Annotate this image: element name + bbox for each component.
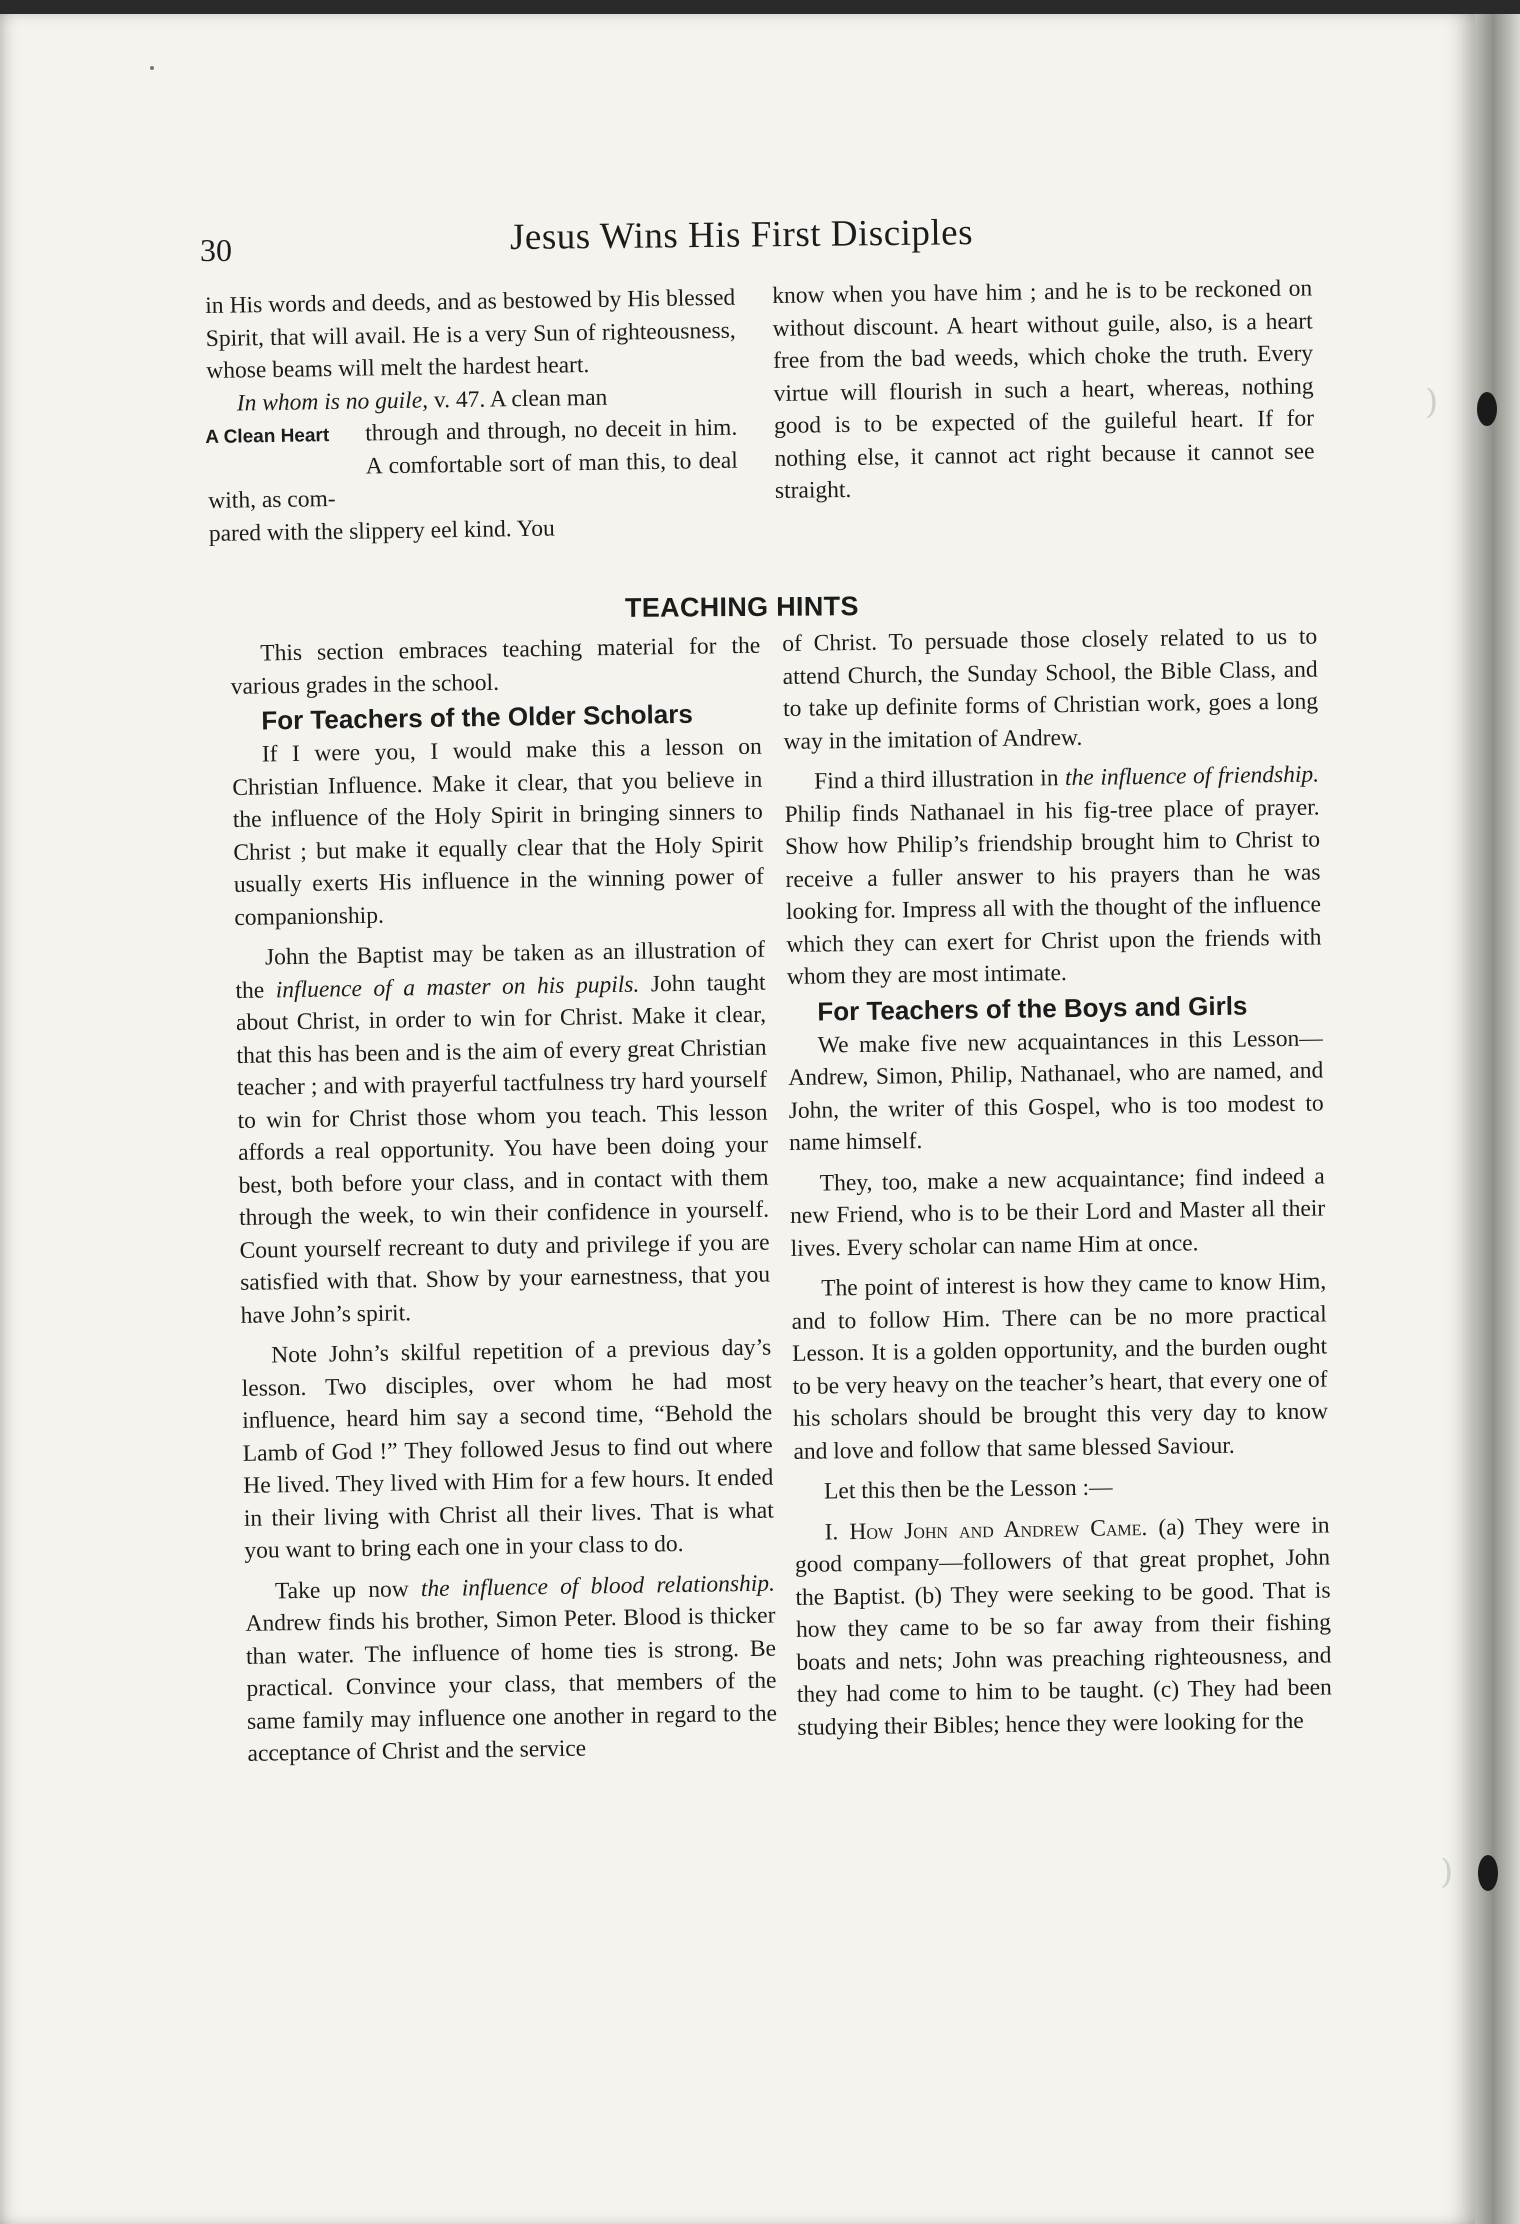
italic-phrase: the influence of blood relationship.	[420, 1570, 776, 1602]
paragraph	[245, 1567, 778, 1770]
text-run: Philip finds Nathanael in his fig-tree place of prayer. Show how Philip’s friendship brought him to Christ to receive a fuller answer to his prayers than he was looking for. Impress all with the thought of the influence which they can exert for Christ upon the friends with whom they are most intimate.	[784, 794, 1322, 990]
intro-paragraph: This section embraces teaching material for the various grades in the school.	[230, 632, 761, 700]
paragraph: Note John’s skilful repetition of a previous day’s lesson. Two disciples, over whom he had most influence, heard him say a second time, “Behold the Lamb of God !” They followed Jesus to find out where He lived. They lived with Him for a few hours. It ended in their living with Christ all their lives. That is what you want to bring each one in your class to do.	[241, 1334, 774, 1564]
paragraph: Let this then be the Lesson :—	[823, 1474, 1113, 1505]
scan-speck	[150, 66, 154, 70]
text-run: Find a third illustration in	[813, 765, 1066, 795]
binding-hole-outline-icon: )	[1440, 1852, 1454, 1892]
paragraph	[784, 759, 1322, 994]
column-bottom-left	[230, 630, 778, 1771]
margin-note: A Clean Heart	[205, 425, 330, 449]
italic-phrase: the influence of friendship.	[1064, 761, 1320, 792]
text-run: I.	[824, 1518, 850, 1545]
italic-phrase: influence of a master on his pupils.	[275, 971, 640, 1003]
text-run: John taught about Christ, in order to win for Christ. Make it clear, that this has been and is the aim of every great Christian teacher ; and with prayerful tactfulness try hard yourself to win for Christ those whom you teach. This lesson affords a real opportunity. You have been doing your best, both before your class, and in contact with them through the week, to win their confidence in yourself. Count yourself recreant to duty and privilege if you are satisfied with that. Show by your earnestness, that you have John’s spirit.	[235, 969, 771, 1329]
column-top-left	[205, 282, 739, 550]
scan-top-border	[0, 0, 1520, 14]
text-run: Andrew finds his brother, Simon Peter. Blood is thicker than water. The influence of home ties is strong. Be practical. Convince your class, that members of the same family may influence one another in regard to the acceptance of Christ and the service	[245, 1602, 778, 1767]
column-bottom-right	[782, 621, 1333, 1744]
paragraph	[235, 934, 771, 1332]
scripture-reference: In whom is no guile,	[236, 387, 429, 417]
text-run: Take up now	[274, 1575, 422, 1604]
binding-hole-outline-icon: )	[1425, 382, 1439, 422]
paragraph	[794, 1509, 1332, 1744]
subheading-boys-and-girls: For Teachers of the Boys and Girls	[817, 990, 1248, 1027]
section-title: TEACHING HINTS	[624, 591, 859, 623]
running-title: Jesus Wins His First Disciples	[509, 212, 974, 258]
paragraph: in His words and deeds, and as bestowed by His blessed Spirit, that will avail. He is a very Sun of righteousness, whose beams will melt the hardest heart.	[205, 284, 736, 384]
text-run: John the Baptist may be taken as an illustration of the	[235, 936, 766, 1004]
small-caps-heading: How John and Andrew Came.	[849, 1514, 1148, 1545]
paragraph: We make five new acquaintances in this Lesson—Andrew, Simon, Philip, Nathanael, who are named, and John, the writer of this Gospel, who is too modest to name himself.	[788, 1024, 1324, 1156]
text-run: (a) They were in good company—followers of that great prophet, John the Baptist. (b) They were seeking to be good. That is how they came to be so far away from their fishing boats and nets; John was preaching righteousness, and they had come to him to be taught. (c) They had been studying their Bibles; hence they were looking for the	[794, 1511, 1333, 1741]
page-number: 30	[200, 232, 232, 268]
binding-hole-icon	[1478, 1855, 1498, 1891]
page-binding-edge	[1475, 14, 1520, 2224]
binding-hole-icon	[1477, 392, 1497, 426]
paragraph: If I were you, I would make this a lesson on Christian Influence. Make it clear, that you believe in the influence of the Holy Spirit in bringing sinners to Christ ; but make it equally clear that the Holy Spirit usually exerts His influence in the winning power of companionship.	[232, 733, 765, 931]
column-top-right	[772, 272, 1315, 507]
subheading-older-scholars: For Teachers of the Older Scholars	[261, 698, 694, 736]
paragraph: know when you have him ; and he is to be reckoned on without discount. A heart without guile, also, is a heart free from the bad weeds, which choke the truth. Every virtue will flourish in such a heart, whereas, nothing good is to be expected of the guileful heart. If for nothing else, it cannot act right because it cannot see straight.	[772, 275, 1315, 504]
text-run: v. 47. A clean man	[427, 384, 608, 414]
page-header	[200, 212, 1320, 272]
paragraph: of Christ. To persuade those closely related to us to attend Church, the Sunday School, the Bible Class, and to take up definite forms of Christian work, goes a long way in the imitation of Andrew.	[782, 623, 1319, 755]
paragraph-end: pared with the slippery eel kind. You	[208, 515, 555, 547]
paragraph: The point of interest is how they came to know Him, and to follow Him. There can be no more practical Lesson. It is a golden opportunity, and the burden ought to be very heavy on the teacher’s heart, that every one of his scholars should be brought this very day to know and love and follow that same blessed Saviour.	[791, 1268, 1329, 1465]
text-run: through and through, no deceit in him. A comfortable sort of man this, to deal with, as com-	[208, 414, 738, 514]
paragraph: They, too, make a new acquaintance; find indeed a new Friend, who is to be their Lord and Master all their lives. Every scholar can name Him at once.	[790, 1162, 1326, 1262]
paragraph-with-margin-note	[207, 412, 738, 518]
